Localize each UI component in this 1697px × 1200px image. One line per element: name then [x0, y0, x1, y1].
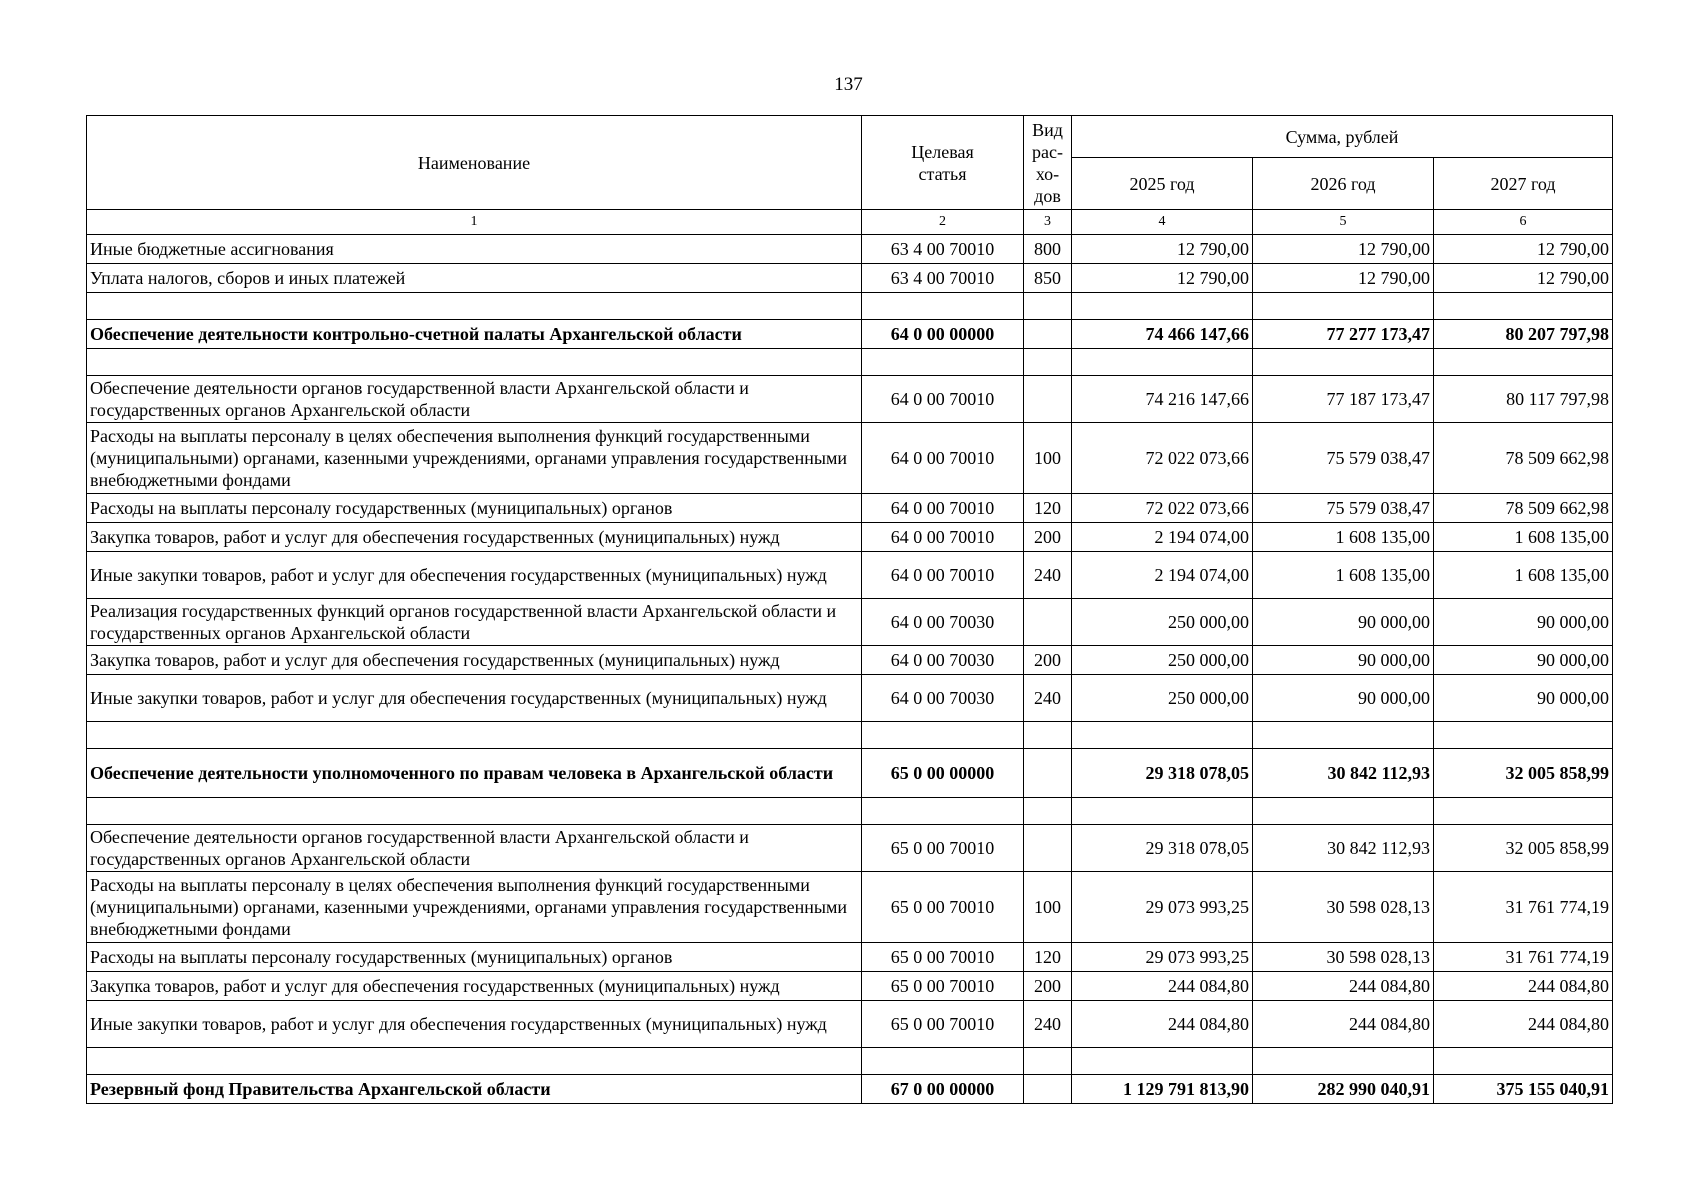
row-expense-type [1024, 1075, 1072, 1104]
row-target-article: 64 0 00 70010 [862, 376, 1024, 423]
row-sum-2025: 2 194 074,00 [1072, 523, 1253, 552]
table-body [87, 235, 1613, 1104]
row-expense-type: 240 [1024, 675, 1072, 722]
empty-cell [1072, 293, 1253, 320]
row-target-article: 65 0 00 00000 [862, 749, 1024, 798]
row-target-article: 63 4 00 70010 [862, 235, 1024, 264]
row-name: Обеспечение деятельности органов государственной власти Архангельской области и государственных органов Архангельской области [87, 825, 862, 872]
row-sum-2026: 30 842 112,93 [1253, 825, 1434, 872]
row-expense-type: 100 [1024, 872, 1072, 943]
row-target-article: 64 0 00 70010 [862, 523, 1024, 552]
header-target-article-line2: статья [918, 163, 967, 184]
empty-row [87, 1048, 1613, 1075]
row-expense-type: 850 [1024, 264, 1072, 293]
row-sum-2026: 75 579 038,47 [1253, 423, 1434, 494]
section-total-row [87, 1075, 1613, 1104]
row-name: Закупка товаров, работ и услуг для обеспечения государственных (муниципальных) нужд [87, 646, 862, 675]
column-number: 3 [1024, 210, 1072, 235]
table-row [87, 264, 1613, 293]
empty-cell [1072, 722, 1253, 749]
empty-cell [862, 349, 1024, 376]
row-expense-type: 240 [1024, 1001, 1072, 1048]
row-sum-2026: 30 842 112,93 [1253, 749, 1434, 798]
header-sum: Сумма, рублей [1072, 116, 1613, 158]
table-row [87, 523, 1613, 552]
empty-row [87, 722, 1613, 749]
row-sum-2025: 250 000,00 [1072, 675, 1253, 722]
row-expense-type: 200 [1024, 972, 1072, 1001]
row-sum-2025: 12 790,00 [1072, 264, 1253, 293]
row-sum-2027: 12 790,00 [1434, 235, 1613, 264]
row-name: Резервный фонд Правительства Архангельской области [87, 1075, 862, 1104]
row-sum-2025: 250 000,00 [1072, 646, 1253, 675]
row-name: Закупка товаров, работ и услуг для обеспечения государственных (муниципальных) нужд [87, 972, 862, 1001]
row-sum-2027: 80 207 797,98 [1434, 320, 1613, 349]
row-target-article: 65 0 00 70010 [862, 825, 1024, 872]
row-sum-2027: 78 509 662,98 [1434, 423, 1613, 494]
empty-cell [1434, 722, 1613, 749]
row-sum-2027: 31 761 774,19 [1434, 943, 1613, 972]
row-sum-2026: 90 000,00 [1253, 599, 1434, 646]
row-name: Иные закупки товаров, работ и услуг для обеспечения государственных (муниципальных) нужд [87, 675, 862, 722]
row-sum-2025: 72 022 073,66 [1072, 423, 1253, 494]
row-target-article: 65 0 00 70010 [862, 1001, 1024, 1048]
row-sum-2026: 30 598 028,13 [1253, 872, 1434, 943]
row-target-article: 65 0 00 70010 [862, 972, 1024, 1001]
empty-cell [87, 1048, 862, 1075]
row-sum-2025: 244 084,80 [1072, 1001, 1253, 1048]
header-target-article-line1: Целевая [911, 141, 974, 162]
row-sum-2027: 31 761 774,19 [1434, 872, 1613, 943]
row-sum-2027: 244 084,80 [1434, 1001, 1613, 1048]
header-year-2027: 2027 год [1434, 158, 1613, 210]
table-row [87, 872, 1613, 943]
row-sum-2026: 90 000,00 [1253, 646, 1434, 675]
row-name: Закупка товаров, работ и услуг для обеспечения государственных (муниципальных) нужд [87, 523, 862, 552]
table-row [87, 376, 1613, 423]
row-target-article: 64 0 00 70030 [862, 646, 1024, 675]
row-sum-2025: 1 129 791 813,90 [1072, 1075, 1253, 1104]
row-sum-2025: 244 084,80 [1072, 972, 1253, 1001]
empty-cell [1434, 293, 1613, 320]
table-row [87, 675, 1613, 722]
table-row [87, 1001, 1613, 1048]
empty-cell [1253, 722, 1434, 749]
row-expense-type [1024, 825, 1072, 872]
column-number: 4 [1072, 210, 1253, 235]
row-expense-type: 200 [1024, 646, 1072, 675]
table-header [87, 116, 1613, 235]
empty-cell [87, 798, 862, 825]
row-name: Иные закупки товаров, работ и услуг для обеспечения государственных (муниципальных) нужд [87, 1001, 862, 1048]
row-expense-type: 120 [1024, 943, 1072, 972]
row-name: Обеспечение деятельности контрольно-счетной палаты Архангельской области [87, 320, 862, 349]
empty-cell [1072, 349, 1253, 376]
row-target-article: 65 0 00 70010 [862, 943, 1024, 972]
header-expense-type-line: дов [1034, 185, 1061, 206]
row-sum-2026: 1 608 135,00 [1253, 523, 1434, 552]
table-row [87, 235, 1613, 264]
table-row [87, 552, 1613, 599]
column-number: 6 [1434, 210, 1613, 235]
column-number: 5 [1253, 210, 1434, 235]
row-target-article: 64 0 00 70010 [862, 552, 1024, 599]
row-sum-2026: 77 187 173,47 [1253, 376, 1434, 423]
table-row [87, 825, 1613, 872]
row-name: Расходы на выплаты персоналу государственных (муниципальных) органов [87, 943, 862, 972]
row-sum-2026: 90 000,00 [1253, 675, 1434, 722]
empty-cell [1253, 293, 1434, 320]
header-expense-type [1024, 116, 1072, 210]
empty-cell [1253, 798, 1434, 825]
row-sum-2027: 1 608 135,00 [1434, 552, 1613, 599]
row-sum-2026: 75 579 038,47 [1253, 494, 1434, 523]
empty-cell [1024, 293, 1072, 320]
column-number: 2 [862, 210, 1024, 235]
empty-cell [862, 1048, 1024, 1075]
header-year-2025: 2025 год [1072, 158, 1253, 210]
row-name: Обеспечение деятельности органов государственной власти Архангельской области и государственных органов Архангельской области [87, 376, 862, 423]
empty-cell [862, 798, 1024, 825]
table-row [87, 423, 1613, 494]
empty-cell [1434, 1048, 1613, 1075]
row-target-article: 64 0 00 70030 [862, 599, 1024, 646]
table-row [87, 494, 1613, 523]
header-target-article [862, 116, 1024, 210]
row-sum-2026: 77 277 173,47 [1253, 320, 1434, 349]
row-name: Иные бюджетные ассигнования [87, 235, 862, 264]
empty-cell [1072, 1048, 1253, 1075]
row-sum-2026: 12 790,00 [1253, 235, 1434, 264]
empty-cell [87, 293, 862, 320]
empty-cell [1072, 798, 1253, 825]
row-sum-2025: 29 318 078,05 [1072, 825, 1253, 872]
row-sum-2025: 74 216 147,66 [1072, 376, 1253, 423]
row-sum-2027: 244 084,80 [1434, 972, 1613, 1001]
section-total-row [87, 320, 1613, 349]
row-target-article: 63 4 00 70010 [862, 264, 1024, 293]
row-target-article: 64 0 00 70010 [862, 423, 1024, 494]
row-expense-type: 120 [1024, 494, 1072, 523]
empty-cell [1434, 349, 1613, 376]
row-sum-2027: 78 509 662,98 [1434, 494, 1613, 523]
row-sum-2027: 32 005 858,99 [1434, 749, 1613, 798]
empty-cell [1253, 349, 1434, 376]
row-sum-2027: 32 005 858,99 [1434, 825, 1613, 872]
empty-cell [1024, 349, 1072, 376]
row-sum-2027: 80 117 797,98 [1434, 376, 1613, 423]
row-expense-type: 800 [1024, 235, 1072, 264]
page-number: 137 [834, 74, 863, 95]
empty-cell [1024, 722, 1072, 749]
row-target-article: 64 0 00 70030 [862, 675, 1024, 722]
empty-cell [1434, 798, 1613, 825]
row-name: Расходы на выплаты персоналу в целях обеспечения выполнения функций государственными (муниципальными) органами, казенными учреждениями, органами управления государственными внебюджетными фондами [87, 423, 862, 494]
budget-table [86, 115, 1613, 1104]
row-name: Расходы на выплаты персоналу государственных (муниципальных) органов [87, 494, 862, 523]
row-sum-2026: 244 084,80 [1253, 972, 1434, 1001]
row-name: Обеспечение деятельности уполномоченного по правам человека в Архангельской области [87, 749, 862, 798]
row-sum-2025: 29 073 993,25 [1072, 872, 1253, 943]
row-expense-type [1024, 376, 1072, 423]
empty-cell [87, 349, 862, 376]
column-number: 1 [87, 210, 862, 235]
row-sum-2027: 90 000,00 [1434, 675, 1613, 722]
row-sum-2027: 375 155 040,91 [1434, 1075, 1613, 1104]
header-name: Наименование [87, 116, 862, 210]
row-target-article: 64 0 00 00000 [862, 320, 1024, 349]
row-sum-2026: 12 790,00 [1253, 264, 1434, 293]
row-name: Расходы на выплаты персоналу в целях обеспечения выполнения функций государственными (муниципальными) органами, казенными учреждениями, органами управления государственными внебюджетными фондами [87, 872, 862, 943]
row-sum-2025: 29 073 993,25 [1072, 943, 1253, 972]
row-sum-2026: 30 598 028,13 [1253, 943, 1434, 972]
row-sum-2026: 244 084,80 [1253, 1001, 1434, 1048]
empty-row [87, 349, 1613, 376]
row-sum-2025: 12 790,00 [1072, 235, 1253, 264]
empty-cell [1024, 1048, 1072, 1075]
header-year-2026: 2026 год [1253, 158, 1434, 210]
header-expense-type-line: рас- [1032, 141, 1063, 162]
row-sum-2025: 72 022 073,66 [1072, 494, 1253, 523]
row-name: Иные закупки товаров, работ и услуг для обеспечения государственных (муниципальных) нужд [87, 552, 862, 599]
header-expense-type-line: Вид [1032, 119, 1063, 140]
row-sum-2025: 2 194 074,00 [1072, 552, 1253, 599]
row-target-article: 67 0 00 00000 [862, 1075, 1024, 1104]
empty-cell [1024, 798, 1072, 825]
row-sum-2027: 12 790,00 [1434, 264, 1613, 293]
empty-row [87, 293, 1613, 320]
row-name: Уплата налогов, сборов и иных платежей [87, 264, 862, 293]
empty-cell [862, 293, 1024, 320]
row-sum-2025: 29 318 078,05 [1072, 749, 1253, 798]
table-row [87, 646, 1613, 675]
empty-row [87, 798, 1613, 825]
table-row [87, 972, 1613, 1001]
row-sum-2027: 1 608 135,00 [1434, 523, 1613, 552]
row-target-article: 64 0 00 70010 [862, 494, 1024, 523]
empty-cell [1253, 1048, 1434, 1075]
row-sum-2025: 250 000,00 [1072, 599, 1253, 646]
empty-cell [87, 722, 862, 749]
row-sum-2026: 282 990 040,91 [1253, 1075, 1434, 1104]
row-sum-2027: 90 000,00 [1434, 646, 1613, 675]
row-expense-type [1024, 749, 1072, 798]
empty-cell [862, 722, 1024, 749]
row-expense-type: 200 [1024, 523, 1072, 552]
header-expense-type-line: хо- [1035, 163, 1060, 184]
row-sum-2025: 74 466 147,66 [1072, 320, 1253, 349]
row-expense-type: 100 [1024, 423, 1072, 494]
row-expense-type [1024, 599, 1072, 646]
column-number-row [87, 210, 1613, 235]
table-row [87, 943, 1613, 972]
section-total-row [87, 749, 1613, 798]
row-name: Реализация государственных функций органов государственной власти Архангельской области и государственных органов Архангельской области [87, 599, 862, 646]
row-expense-type [1024, 320, 1072, 349]
row-expense-type: 240 [1024, 552, 1072, 599]
row-target-article: 65 0 00 70010 [862, 872, 1024, 943]
row-sum-2027: 90 000,00 [1434, 599, 1613, 646]
row-sum-2026: 1 608 135,00 [1253, 552, 1434, 599]
table-row [87, 599, 1613, 646]
